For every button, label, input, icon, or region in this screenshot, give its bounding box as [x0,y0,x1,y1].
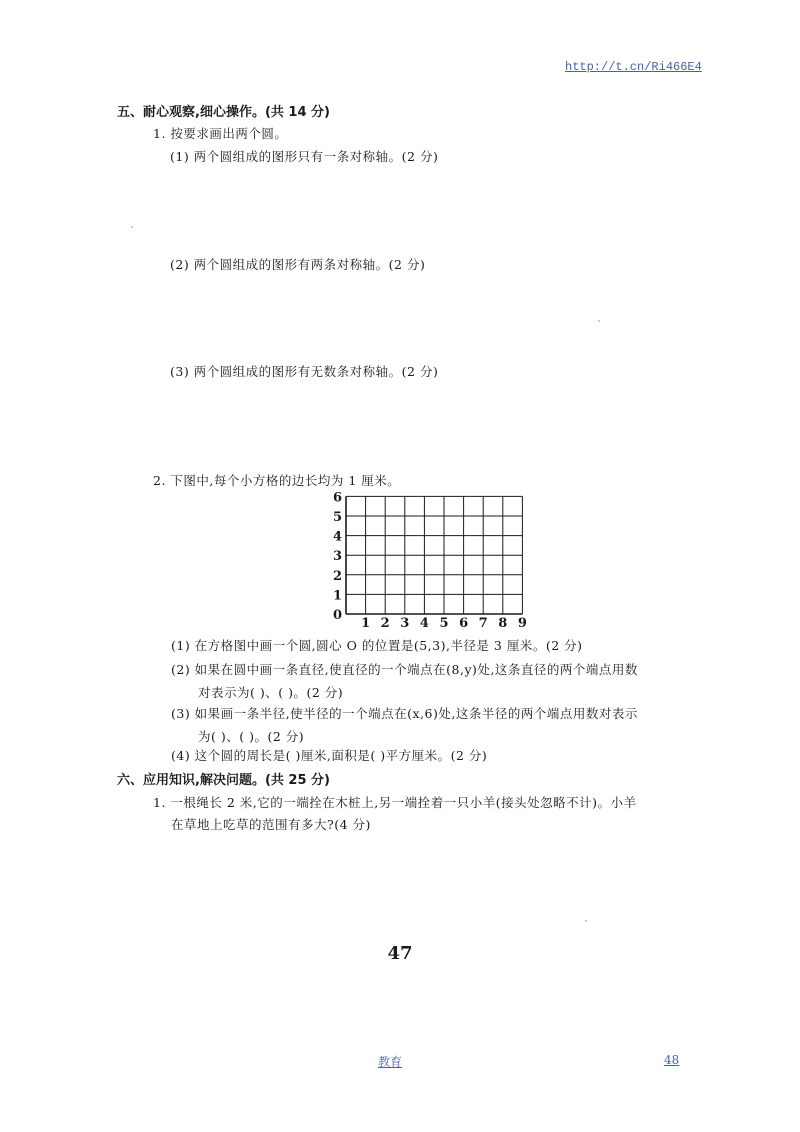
s6-q1-line2: 在草地上吃草的范围有多大?(4 分) [171,817,371,832]
q2-stem: 2. 下图中,每个小方格的边长均为 1 厘米。 [153,473,401,488]
y-tick-label: 5 [332,510,342,525]
page-number: 47 [387,943,413,964]
x-tick-label: 7 [478,616,488,631]
s6-q1-line1: 1. 一根绳长 2 米,它的一端拴在木桩上,另一端拴着一只小羊(接头处忽略不计)。小羊 [153,795,637,810]
q1-stem: 1. 按要求画出两个圆。 [153,126,288,141]
q2-sub3-line1: (3) 如果画一条半径,使半径的一个端点在(x,6)处,这条半径的两个端点用数对表示 [171,706,638,721]
x-tick-label: 4 [419,616,429,631]
x-tick-label: 3 [400,616,410,631]
x-tick-label: 6 [459,616,469,631]
footer-center-link[interactable]: 教育 [378,1055,403,1069]
y-tick-label: 2 [332,568,342,584]
y-tick-label: 4 [332,529,342,545]
q2-sub1: (1) 在方格图中画一个圆,圆心 O 的位置是(5,3),半径是 3 厘米。(2 分) [171,638,583,653]
x-tick-label: 1 [361,616,371,631]
y-tick-label: 3 [332,549,342,565]
q2-sub3-line2: 为( )、( )。(2 分) [198,729,305,744]
section6-title: 六、应用知识,解决问题。(共 25 分) [117,773,330,788]
origin-label: 0 [332,608,342,623]
x-tick-label: 5 [439,616,449,631]
y-tick-label: 1 [332,588,342,604]
x-tick-label: 8 [498,616,508,631]
q1-sub1: (1) 两个圆组成的图形只有一条对称轴。(2 分) [170,149,439,164]
scan-speck [598,320,600,322]
q2-sub4: (4) 这个圆的周长是( )厘米,面积是( )平方厘米。(2 分) [171,748,488,763]
q2-sub2-line1: (2) 如果在圆中画一条直径,使直径的一个端点在(8,y)处,这条直径的两个端点用数 [171,662,638,677]
y-tick-label: 6 [332,490,342,506]
header-url-link[interactable]: http://t.cn/Ri466E4 [565,60,702,74]
q2-sub2-line2: 对表示为( )、( )。(2 分) [198,685,344,700]
q1-sub2: (2) 两个圆组成的图形有两条对称轴。(2 分) [170,257,426,272]
x-tick-label: 2 [380,616,390,631]
scan-speck [131,226,133,228]
footer-page-link[interactable]: 48 [664,1053,680,1067]
coordinate-grid [328,486,543,632]
section5-title: 五、耐心观察,细心操作。(共 14 分) [117,105,330,120]
q1-sub3: (3) 两个圆组成的图形有无数条对称轴。(2 分) [170,364,439,379]
scan-speck [585,920,587,922]
x-tick-label: 9 [517,616,527,631]
